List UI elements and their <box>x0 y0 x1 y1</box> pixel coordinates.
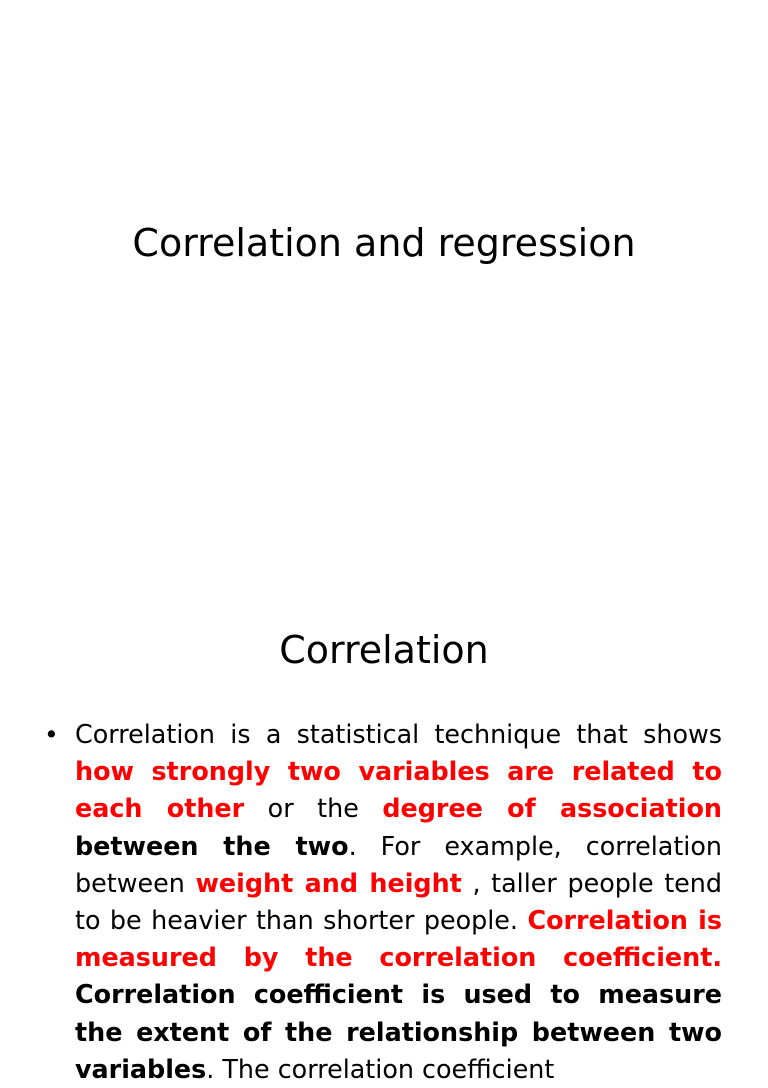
bullet-text <box>75 719 722 1084</box>
bold-segment: Correlation coefficient is used to measure the extent of the relationship between two variables <box>75 979 722 1084</box>
highlight-segment: weight and height <box>195 867 462 898</box>
highlight-segment: degree of association <box>382 793 722 824</box>
bullet-icon: • <box>44 720 59 749</box>
text-segment: Correlation is a statistical technique that shows <box>75 719 722 749</box>
text-segment: . The correlation coefficient <box>206 1053 555 1084</box>
bullet-list <box>44 716 722 1088</box>
slide-heading: Correlation <box>279 628 489 672</box>
highlight-segment: how strongly two variables are related to each other <box>75 756 722 824</box>
text-segment: , taller people tend to be heavier than shorter people. <box>75 867 722 936</box>
correlation-slide <box>0 576 768 1084</box>
text-segment: . For example, correlation between <box>75 830 722 898</box>
slide-title: Correlation and regression <box>132 221 636 265</box>
text-segment: or the <box>244 793 383 824</box>
bullet-item <box>44 716 722 1088</box>
bold-segment: between the two <box>75 830 349 861</box>
highlight-segment: Correlation is measured by the correlation coefficient. <box>75 905 723 973</box>
